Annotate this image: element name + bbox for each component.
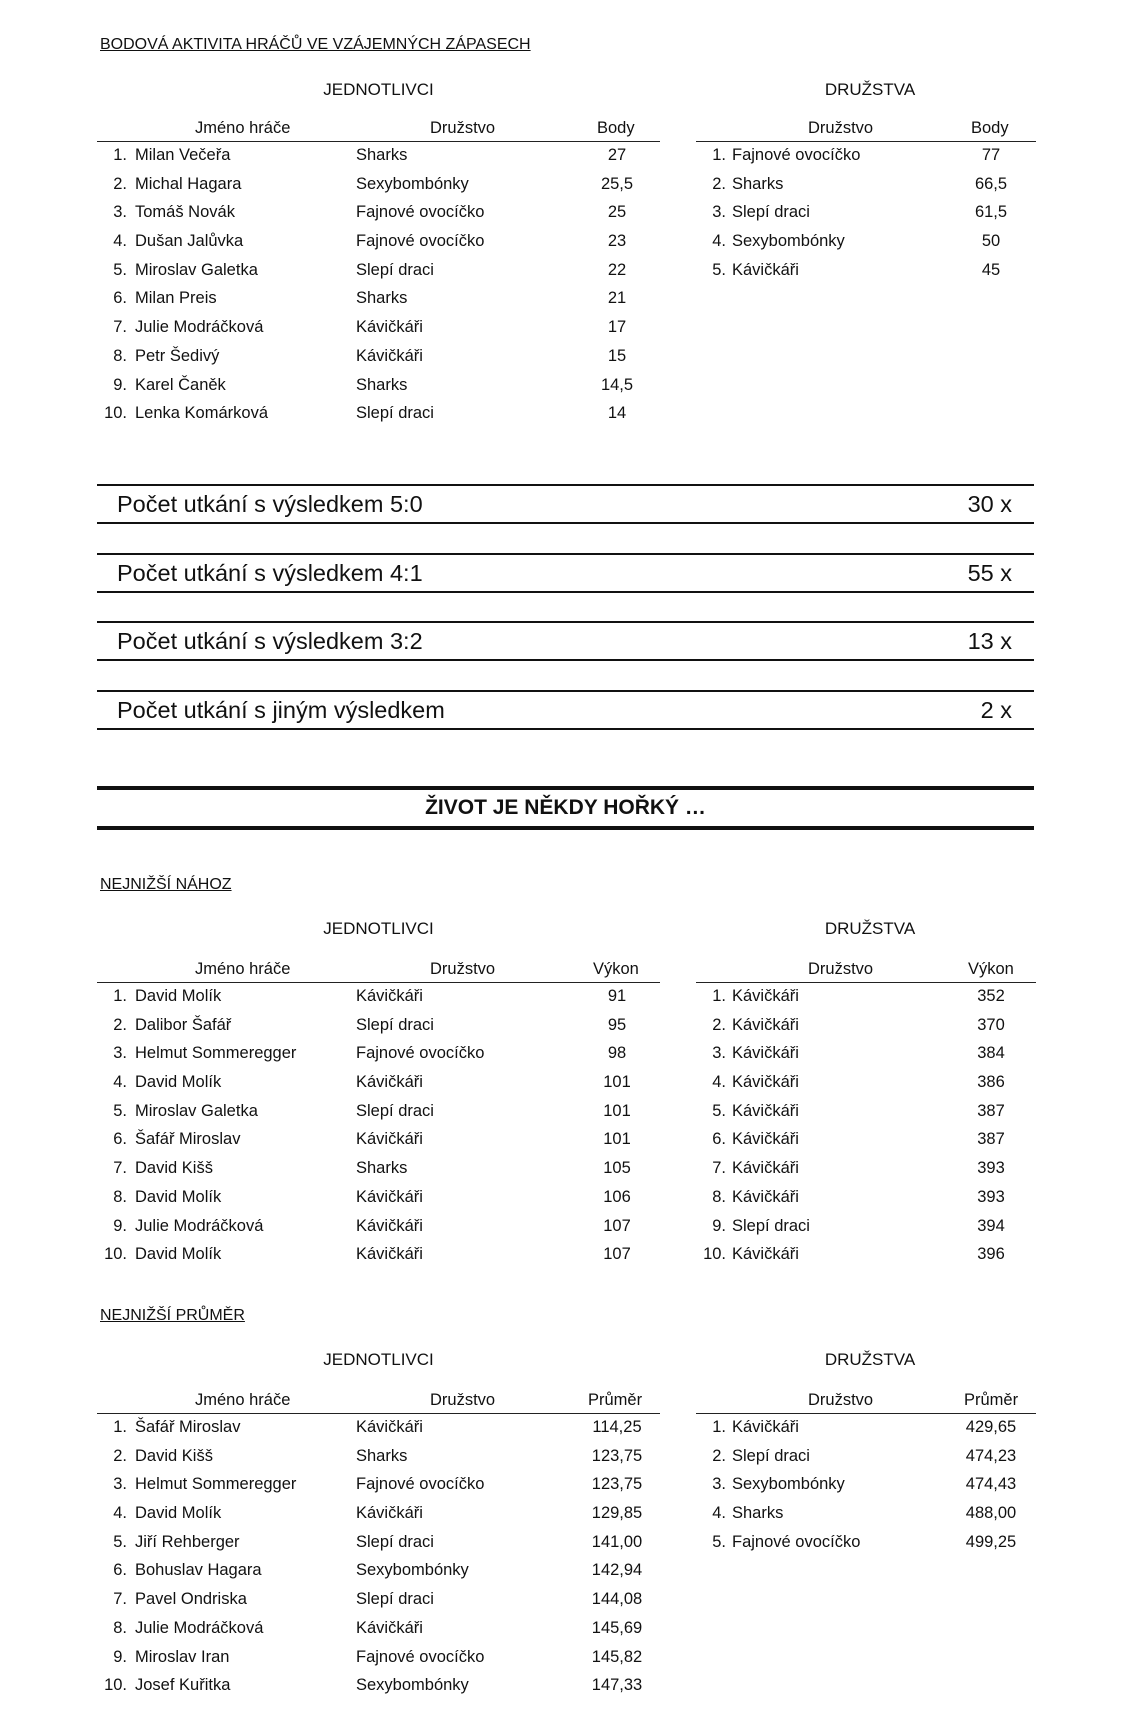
table-row: [97, 1586, 660, 1615]
rank: 4.: [712, 1073, 726, 1092]
rank: 4.: [712, 1504, 726, 1523]
value: 61,5: [974, 203, 1008, 222]
table-row: [696, 1471, 1036, 1500]
value: 15: [607, 346, 627, 365]
value: 98: [607, 1044, 627, 1063]
value: 387: [977, 1101, 1005, 1120]
value: 488,00: [965, 1504, 1017, 1523]
team-name: Fajnové ovocíčko: [356, 203, 485, 222]
rank: 1.: [113, 146, 127, 164]
table-row: [97, 1672, 660, 1701]
value: 393: [977, 1159, 1005, 1178]
team-name: Sharks: [356, 375, 408, 394]
team-name: Kávičkáři: [356, 1245, 423, 1264]
value: 27: [607, 146, 627, 164]
table-row: [97, 171, 660, 200]
player-name: David Molík: [135, 1245, 222, 1264]
player-name: Julie Modráčková: [135, 1216, 264, 1235]
table-row: [696, 1184, 1036, 1213]
rank: 10.: [703, 1245, 726, 1264]
rank: 10.: [104, 404, 127, 423]
team-name: Fajnové ovocíčko: [356, 232, 485, 251]
team-name: Kávičkáři: [732, 987, 799, 1005]
value: 105: [603, 1159, 631, 1178]
table-row: [696, 1126, 1036, 1155]
table-row: [696, 228, 1036, 257]
rank: 3.: [113, 1475, 127, 1494]
rank: 10.: [104, 1676, 127, 1695]
player-name: Petr Šedivý: [135, 346, 220, 365]
player-name: Miroslav Galetka: [135, 1101, 258, 1120]
teams-lowest-average-table: [696, 1385, 1036, 1557]
table-row: [97, 1241, 660, 1270]
team-name: Kávičkáři: [732, 1159, 799, 1178]
rank: 5.: [712, 1532, 726, 1551]
teams-title: DRUŽSTVA: [824, 1350, 916, 1369]
player-name: Lenka Komárková: [135, 404, 268, 423]
team-name: Fajnové ovocíčko: [732, 146, 861, 164]
player-name: Milan Večeřa: [135, 146, 231, 164]
header-value: Body: [597, 119, 635, 137]
team-name: Slepí draci: [356, 1101, 434, 1120]
header-team: Družstvo: [430, 119, 496, 137]
stat-count: 30 x: [967, 491, 1012, 517]
value: 106: [603, 1187, 631, 1206]
table-row: [97, 1069, 660, 1098]
team-name: Sharks: [356, 146, 408, 164]
value: 101: [603, 1130, 631, 1149]
value: 114,25: [592, 1418, 642, 1436]
team-name: Slepí draci: [356, 1015, 434, 1034]
rank: 3.: [113, 203, 127, 222]
header-team: Družstvo: [430, 960, 496, 978]
stat-row-4-1: [97, 553, 1034, 593]
table-row: [696, 142, 1036, 171]
table-row: [97, 1126, 660, 1155]
table-header: [696, 1385, 1036, 1414]
rank: 5.: [712, 260, 726, 279]
rank: 6.: [113, 1130, 127, 1149]
value: 22: [607, 260, 627, 279]
team-name: Kávičkáři: [356, 1618, 423, 1637]
teams-title: DRUŽSTVA: [824, 80, 916, 99]
table-row: [97, 142, 660, 171]
player-name: Julie Modráčková: [135, 1618, 264, 1637]
value: 129,85: [591, 1504, 643, 1523]
player-name: Šafář Miroslav: [135, 1130, 241, 1149]
table-row: [696, 1500, 1036, 1529]
teams-lowest-throw-table: [696, 954, 1036, 1270]
table-row: [97, 372, 660, 401]
table-row: [97, 1529, 660, 1558]
value: 145,69: [591, 1618, 643, 1637]
section-title-points-activity: BODOVÁ AKTIVITA HRÁČŮ VE VZÁJEMNÝCH ZÁPASECH: [100, 36, 531, 53]
table-header: [97, 1385, 660, 1414]
value: 17: [607, 318, 627, 337]
rank: 2.: [712, 1446, 726, 1465]
rank: 8.: [712, 1187, 726, 1206]
team-name: Kávičkáři: [732, 1101, 799, 1120]
team-name: Kávičkáři: [732, 1418, 799, 1436]
stat-count: 13 x: [967, 628, 1012, 654]
rank: 6.: [712, 1130, 726, 1149]
rank: 8.: [113, 1187, 127, 1206]
rank: 4.: [712, 232, 726, 251]
value: 66,5: [974, 174, 1008, 193]
team-name: Slepí draci: [356, 1590, 434, 1609]
team-name: Kávičkáři: [356, 1216, 423, 1235]
header-player-name: Jméno hráče: [195, 960, 291, 978]
value: 387: [977, 1130, 1005, 1149]
rank: 4.: [113, 232, 127, 251]
player-name: Dalibor Šafář: [135, 1015, 232, 1034]
value: 101: [603, 1073, 631, 1092]
table-row: [97, 1500, 660, 1529]
header-value: Průměr: [964, 1391, 1019, 1409]
team-name: Fajnové ovocíčko: [356, 1044, 485, 1063]
teams-title: DRUŽSTVA: [824, 919, 916, 938]
team-name: Slepí draci: [356, 404, 434, 423]
player-name: Julie Modráčková: [135, 318, 264, 337]
table-row: [97, 1184, 660, 1213]
table-row: [97, 228, 660, 257]
player-name: Jiří Rehberger: [135, 1532, 240, 1551]
team-name: Sharks: [356, 1446, 408, 1465]
stat-label: Počet utkání s výsledkem 3:2: [117, 628, 423, 654]
table-row: [696, 1443, 1036, 1472]
rank: 1.: [712, 987, 726, 1005]
table-row: [97, 1098, 660, 1127]
value: 23: [607, 232, 627, 251]
team-name: Kávičkáři: [732, 1130, 799, 1149]
rank: 2.: [113, 1015, 127, 1034]
table-row: [97, 1471, 660, 1500]
rank: 9.: [113, 1647, 127, 1666]
value: 50: [981, 232, 1001, 251]
team-name: Kávičkáři: [732, 1245, 799, 1264]
team-name: Kávičkáři: [732, 1073, 799, 1092]
player-name: Miroslav Iran: [135, 1647, 230, 1666]
value: 101: [603, 1101, 631, 1120]
rank: 9.: [712, 1216, 726, 1235]
rank: 6.: [113, 289, 127, 308]
table-row: [97, 314, 660, 343]
value: 393: [977, 1187, 1005, 1206]
player-name: Milan Preis: [135, 289, 217, 308]
team-name: Kávičkáři: [356, 1504, 423, 1523]
table-row: [97, 1040, 660, 1069]
team-name: Kávičkáři: [356, 318, 423, 337]
header-value: Výkon: [968, 960, 1014, 978]
rank: 5.: [113, 1532, 127, 1551]
table-row: [97, 1213, 660, 1242]
team-name: Sexybombónky: [732, 232, 845, 251]
team-name: Sharks: [356, 289, 408, 308]
rank: 7.: [113, 318, 127, 337]
rank: 3.: [712, 1044, 726, 1063]
team-name: Slepí draci: [732, 1446, 810, 1465]
rank: 9.: [113, 1216, 127, 1235]
table-header: [696, 954, 1036, 983]
rank: 5.: [712, 1101, 726, 1120]
player-name: Helmut Sommeregger: [135, 1475, 297, 1494]
stat-label: Počet utkání s jiným výsledkem: [117, 697, 445, 723]
team-name: Sharks: [732, 1504, 784, 1523]
value: 499,25: [965, 1532, 1017, 1551]
banner-life-is-bitter: ŽIVOT JE NĚKDY HOŘKÝ …: [97, 786, 1034, 830]
player-name: Josef Kuřitka: [135, 1676, 231, 1695]
table-row: [97, 983, 660, 1012]
player-name: Tomáš Novák: [135, 203, 235, 222]
rank: 5.: [113, 1101, 127, 1120]
player-name: Dušan Jalůvka: [135, 232, 244, 251]
table-row: [97, 1414, 660, 1443]
value: 144,08: [591, 1590, 643, 1609]
value: 107: [603, 1245, 631, 1264]
team-name: Fajnové ovocíčko: [732, 1532, 861, 1551]
rank: 2.: [113, 174, 127, 193]
player-name: Karel Čaněk: [135, 375, 226, 394]
player-name: Bohuslav Hagara: [135, 1561, 262, 1580]
value: 77: [981, 146, 1001, 164]
individuals-lowest-throw-table: [97, 954, 660, 1270]
table-row: [696, 199, 1036, 228]
individuals-title: JEDNOTLIVCI: [323, 1350, 434, 1369]
rank: 9.: [113, 375, 127, 394]
individuals-title: JEDNOTLIVCI: [323, 919, 434, 938]
table-header: [97, 113, 660, 142]
rank: 2.: [712, 1015, 726, 1034]
value: 123,75: [591, 1475, 643, 1494]
rank: 10.: [104, 1245, 127, 1264]
table-row: [97, 199, 660, 228]
player-name: David Molík: [135, 1187, 222, 1206]
value: 370: [977, 1015, 1005, 1034]
rank: 8.: [113, 1618, 127, 1637]
team-name: Kávičkáři: [732, 1187, 799, 1206]
teams-points-table: [696, 113, 1036, 285]
value: 474,43: [965, 1475, 1017, 1494]
value: 123,75: [591, 1446, 643, 1465]
stat-row-other: [97, 690, 1034, 730]
team-name: Slepí draci: [356, 260, 434, 279]
team-name: Sexybombónky: [356, 174, 469, 193]
value: 25: [607, 203, 627, 222]
team-name: Kávičkáři: [732, 1044, 799, 1063]
table-row: [696, 1414, 1036, 1443]
player-name: Michal Hagara: [135, 174, 242, 193]
header-team: Družstvo: [808, 1391, 874, 1409]
team-name: Fajnové ovocíčko: [356, 1475, 485, 1494]
value: 352: [977, 987, 1005, 1005]
table-row: [696, 1012, 1036, 1041]
team-name: Kávičkáři: [356, 1187, 423, 1206]
rank: 1.: [712, 146, 726, 164]
team-name: Sharks: [356, 1159, 408, 1178]
value: 25,5: [600, 174, 634, 193]
player-name: David Kišš: [135, 1446, 213, 1465]
rank: 4.: [113, 1073, 127, 1092]
section-title-lowest-throw: NEJNIŽŠÍ NÁHOZ: [100, 876, 232, 893]
player-name: Šafář Miroslav: [135, 1418, 241, 1436]
team-name: Sexybombónky: [356, 1676, 469, 1695]
rank: 3.: [113, 1044, 127, 1063]
value: 474,23: [965, 1446, 1017, 1465]
value: 95: [607, 1015, 627, 1034]
header-team: Družstvo: [430, 1391, 496, 1409]
team-name: Kávičkáři: [356, 987, 423, 1005]
header-player-name: Jméno hráče: [195, 1391, 291, 1409]
table-row: [97, 1443, 660, 1472]
team-name: Kávičkáři: [356, 1418, 423, 1436]
value: 145,82: [591, 1647, 643, 1666]
rank: 7.: [113, 1159, 127, 1178]
player-name: Pavel Ondriska: [135, 1590, 247, 1609]
player-name: David Molík: [135, 1073, 222, 1092]
team-name: Sharks: [732, 174, 784, 193]
team-name: Fajnové ovocíčko: [356, 1647, 485, 1666]
value: 107: [603, 1216, 631, 1235]
value: 91: [607, 987, 627, 1005]
stat-row-3-2: [97, 621, 1034, 661]
stat-label: Počet utkání s výsledkem 5:0: [117, 491, 423, 517]
section-title-lowest-average: NEJNIŽŠÍ PRŮMĚR: [100, 1307, 245, 1324]
table-row: [97, 400, 660, 429]
rank: 1.: [113, 987, 127, 1005]
rank: 6.: [113, 1561, 127, 1580]
header-value: Výkon: [593, 960, 639, 978]
header-team: Družstvo: [808, 960, 874, 978]
rank: 2.: [712, 174, 726, 193]
rank: 1.: [113, 1418, 127, 1436]
rank: 1.: [712, 1418, 726, 1436]
table-row: [696, 257, 1036, 286]
individuals-points-table: [97, 113, 660, 429]
stat-label: Počet utkání s výsledkem 4:1: [117, 560, 423, 586]
header-team: Družstvo: [808, 119, 874, 137]
table-row: [696, 1213, 1036, 1242]
team-name: Kávičkáři: [356, 346, 423, 365]
rank: 3.: [712, 1475, 726, 1494]
team-name: Kávičkáři: [732, 260, 799, 279]
rank: 5.: [113, 260, 127, 279]
table-row: [97, 285, 660, 314]
value: 141,00: [591, 1532, 643, 1551]
stat-count: 55 x: [967, 560, 1012, 586]
value: 142,94: [591, 1561, 643, 1580]
table-row: [97, 1012, 660, 1041]
stat-count: 2 x: [980, 697, 1012, 723]
team-name: Slepí draci: [356, 1532, 434, 1551]
rank: 2.: [113, 1446, 127, 1465]
team-name: Slepí draci: [732, 1216, 810, 1235]
rank: 7.: [712, 1159, 726, 1178]
rank: 8.: [113, 346, 127, 365]
value: 396: [977, 1245, 1005, 1264]
table-row: [97, 343, 660, 372]
team-name: Slepí draci: [732, 203, 810, 222]
value: 45: [981, 260, 1001, 279]
header-player-name: Jméno hráče: [195, 119, 291, 137]
value: 14,5: [600, 375, 634, 394]
rank: 4.: [113, 1504, 127, 1523]
value: 21: [607, 289, 627, 308]
individuals-lowest-average-table: [97, 1385, 660, 1701]
header-value: Body: [971, 119, 1009, 137]
table-header: [97, 954, 660, 983]
player-name: Miroslav Galetka: [135, 260, 258, 279]
rank: 7.: [113, 1590, 127, 1609]
table-row: [696, 171, 1036, 200]
table-row: [97, 1615, 660, 1644]
player-name: David Molík: [135, 987, 222, 1005]
table-row: [97, 1557, 660, 1586]
table-row: [97, 257, 660, 286]
table-row: [696, 1241, 1036, 1270]
team-name: Kávičkáři: [356, 1073, 423, 1092]
stat-row-5-0: [97, 484, 1034, 524]
table-row: [696, 1069, 1036, 1098]
value: 384: [977, 1044, 1005, 1063]
table-row: [696, 1098, 1036, 1127]
table-row: [97, 1644, 660, 1673]
value: 147,33: [591, 1676, 643, 1695]
team-name: Kávičkáři: [356, 1130, 423, 1149]
value: 386: [977, 1073, 1005, 1092]
table-row: [696, 1155, 1036, 1184]
value: 14: [607, 404, 627, 423]
team-name: Sexybombónky: [356, 1561, 469, 1580]
player-name: Helmut Sommeregger: [135, 1044, 297, 1063]
table-row: [696, 983, 1036, 1012]
player-name: David Molík: [135, 1504, 222, 1523]
value: 429,65: [965, 1418, 1017, 1436]
table-row: [97, 1155, 660, 1184]
table-header: [696, 113, 1036, 142]
table-row: [696, 1040, 1036, 1069]
team-name: Kávičkáři: [732, 1015, 799, 1034]
value: 394: [977, 1216, 1005, 1235]
rank: 3.: [712, 203, 726, 222]
team-name: Sexybombónky: [732, 1475, 845, 1494]
individuals-title: JEDNOTLIVCI: [323, 80, 434, 99]
header-value: Průměr: [588, 1391, 643, 1409]
table-row: [696, 1529, 1036, 1558]
player-name: David Kišš: [135, 1159, 213, 1178]
